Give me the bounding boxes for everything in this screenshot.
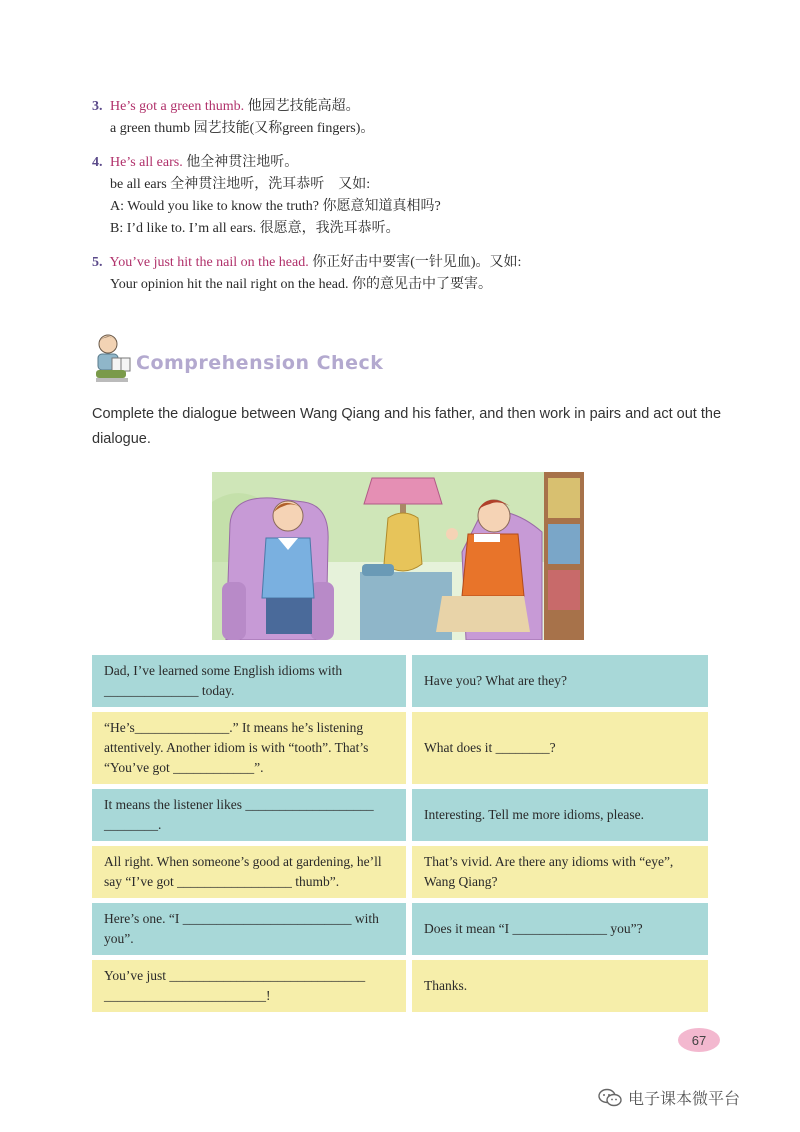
note-number: 3. <box>92 99 103 114</box>
note-number: 5. <box>92 255 103 270</box>
dialogue-line-right: Thanks. <box>412 960 708 1012</box>
dialogue-line-left: You’ve just _____________________________ ________________________! <box>92 960 406 1012</box>
note-idiom: You’ve just hit the nail on the head. <box>109 255 309 270</box>
dialogue-row <box>92 789 708 841</box>
idiom-notes <box>92 96 732 308</box>
note-line: B: I’d like to. I’m all ears. 很愿意，我洗耳恭听。 <box>110 221 400 236</box>
dialogue-row <box>92 655 708 707</box>
dialogue-line-left: All right. When someone’s good at gardening, he’ll say “I’ve got _________________ thumb”. <box>92 846 406 898</box>
note-translation: 你正好击中要害(一针见血)。又如: <box>312 255 522 270</box>
dialogue-line-right: Have you? What are they? <box>412 655 708 707</box>
student-reading-icon <box>92 330 138 386</box>
dialogue-line-left: “He’s______________.” It means he’s listening attentively. Another idiom is with “tooth”. That’s “You’ve got ____________”. <box>92 712 406 784</box>
dialogue-line-right: Interesting. Tell me more idioms, please. <box>412 789 708 841</box>
note-translation: 他全神贯注地听。 <box>186 155 299 170</box>
dialogue-line-left: Here’s one. “I _________________________ with you”. <box>92 903 406 955</box>
page-number: 67 <box>678 1028 720 1052</box>
wechat-icon <box>598 1088 622 1108</box>
section-title: Comprehension Check <box>136 352 384 374</box>
dialogue-table <box>92 655 708 1017</box>
watermark <box>598 1086 740 1109</box>
dialogue-row <box>92 712 708 784</box>
watermark-text: 电子课本微平台 <box>628 1089 741 1108</box>
note-idiom: He’s all ears. <box>110 155 183 170</box>
note-3 <box>92 96 732 140</box>
dialogue-row <box>92 960 708 1012</box>
note-idiom: He’s got a green thumb. <box>110 99 245 114</box>
dialogue-line-right: What does it ________? <box>412 712 708 784</box>
dialogue-line-left: It means the listener likes ___________________ ________. <box>92 789 406 841</box>
note-line: A: Would you like to know the truth? 你愿意知道真相吗? <box>110 199 441 214</box>
note-number: 4. <box>92 155 103 170</box>
dialogue-row <box>92 846 708 898</box>
note-line: a green thumb 园艺技能(又称green fingers)。 <box>110 121 375 136</box>
note-5 <box>92 252 732 296</box>
dialogue-line-right: Does it mean “I ______________ you”? <box>412 903 708 955</box>
note-line: Your opinion hit the nail right on the head. 你的意见击中了要害。 <box>110 277 492 292</box>
note-translation: 他园艺技能高超。 <box>247 99 360 114</box>
section-header <box>92 330 492 390</box>
father-son-illustration <box>212 472 584 640</box>
instruction-text: Complete the dialogue between Wang Qiang and his father, and then work in pairs and act out the dialogue. <box>92 406 722 447</box>
dialogue-row <box>92 903 708 955</box>
dialogue-line-right: That’s vivid. Are there any idioms with “eye”, Wang Qiang? <box>412 846 708 898</box>
note-4 <box>92 152 732 240</box>
note-line: be all ears 全神贯注地听，洗耳恭听 又如: <box>110 177 371 192</box>
dialogue-line-left: Dad, I’ve learned some English idioms with ______________ today. <box>92 655 406 707</box>
